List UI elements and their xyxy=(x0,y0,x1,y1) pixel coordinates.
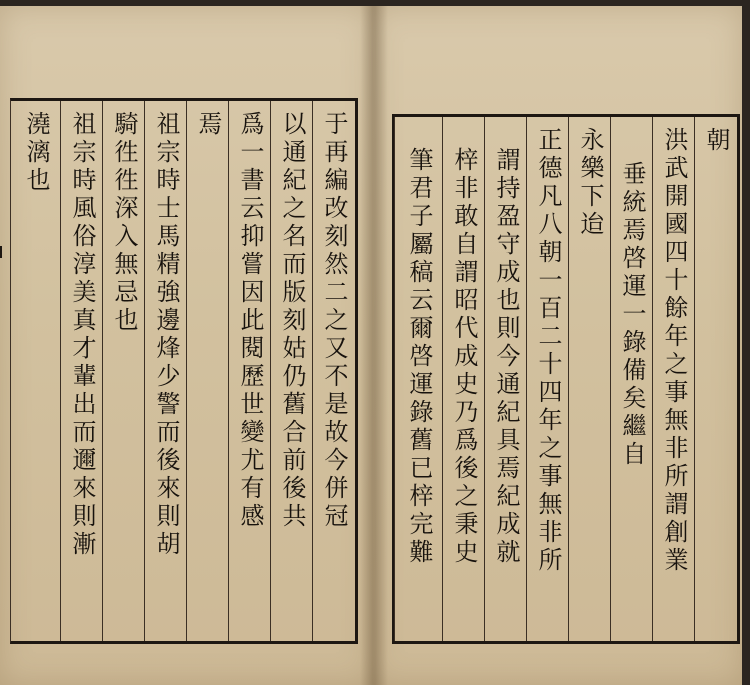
text-column: 焉 xyxy=(186,101,229,641)
left-page xyxy=(0,6,373,685)
text-column: 正德凡八朝一百二十四年之事無非所 xyxy=(526,117,569,641)
right-page xyxy=(372,6,742,685)
text-column: 朝 xyxy=(694,117,737,641)
text-column: 騎徃徃深入無忌也 xyxy=(102,101,145,641)
text-column: 爲一書云抑嘗因此閱歷世變尤有感 xyxy=(228,101,271,641)
text-column: 于再編改刻然二之又不是故今併冠 xyxy=(312,101,355,641)
text-column: 垂統焉啓運一錄備矣繼自 xyxy=(610,117,653,641)
left-page-text-frame xyxy=(10,98,358,644)
text-column: 永樂下迨 xyxy=(568,117,611,641)
text-column: 祖宗時風俗淳美真才輩出而邇來則漸 xyxy=(60,101,103,641)
text-column: 以通紀之名而版刻姑仍舊合前後共 xyxy=(270,101,313,641)
text-column: 謂持盈守成也則今通紀具焉紀成就 xyxy=(484,117,527,641)
text-column: 梓非敢自謂昭代成史乃爲後之秉史 xyxy=(442,117,485,641)
fishtail-marker xyxy=(0,246,2,258)
text-column: 筆君子屬稿云爾啓運錄舊已梓完難 xyxy=(394,117,443,641)
text-column: 澆漓也 xyxy=(10,101,61,641)
text-column: 祖宗時士馬精強邊烽少警而後來則胡 xyxy=(144,101,187,641)
right-page-text-frame xyxy=(392,114,740,644)
text-column: 洪武開國四十餘年之事無非所謂創業 xyxy=(652,117,695,641)
